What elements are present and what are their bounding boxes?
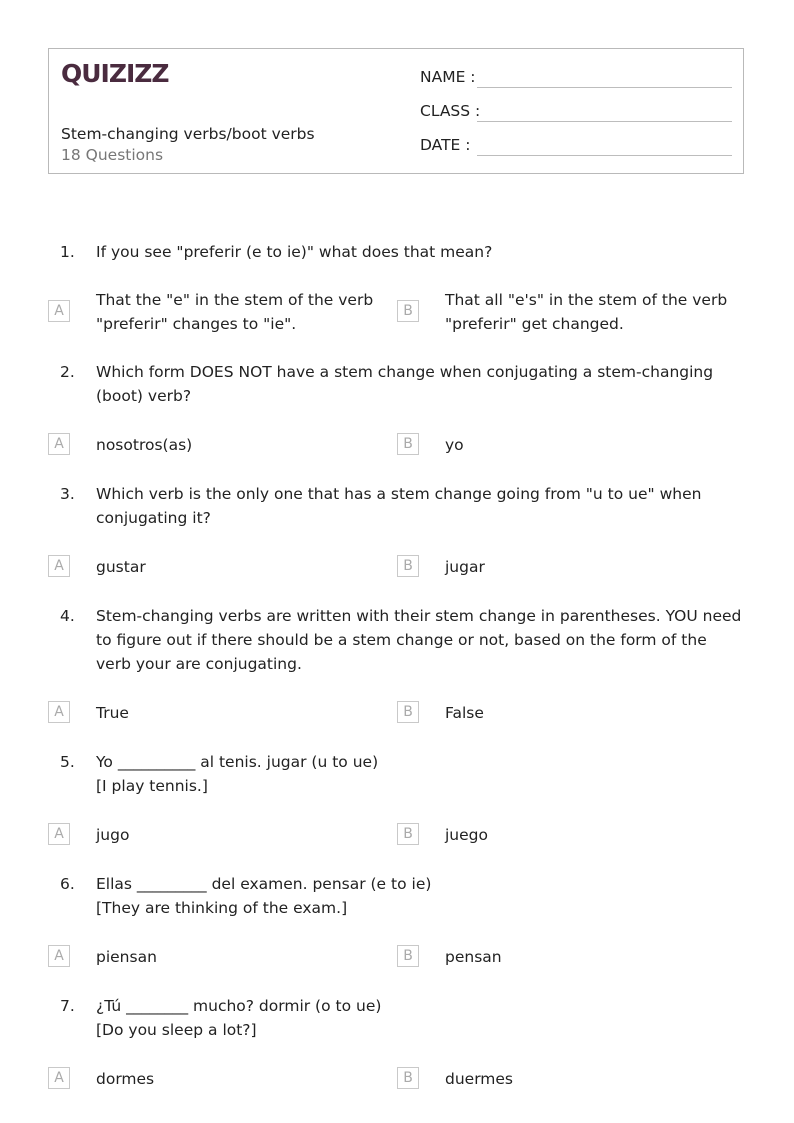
class-field [420,102,480,120]
option-a-text: True [96,704,129,722]
question-text: Which form DOES NOT have a stem change when conjugating a stem-changing (boot) verb? [96,363,714,405]
option-a-box: A [48,300,70,322]
date-line [477,155,732,156]
class-label: CLASS : [420,102,481,120]
option-b-text: duermes [445,1070,514,1088]
question-text: Stem-changing verbs are written with their stem change in parentheses. YOU need to figure out if there should be a stem change or not, based on the form of the verb your are conjugating. [96,607,742,673]
option-b-box: B [397,701,419,723]
option-b-text: yo [445,436,464,454]
question-text: Ellas _________ del examen. pensar (e to ie) [They are thinking of the exam.] [96,875,432,917]
option-b-box: B [397,555,419,577]
class-line [477,121,732,122]
option-b-box: B [397,300,419,322]
option-b-text: That all "e's" in the stem of the verb "preferir" get changed. [445,291,728,333]
option-b-box: B [397,1067,419,1089]
question-text: ¿Tú ________ mucho? dormir (o to ue) [Do you sleep a lot?] [96,997,382,1039]
question-count: 18 Questions [61,146,164,164]
question-number: 5. [60,753,75,771]
option-a-text: piensan [96,948,157,966]
question-number: 2. [60,363,75,381]
question-number: 6. [60,875,75,893]
question-number: 1. [60,243,75,261]
option-a-text: nosotros(as) [96,436,193,454]
worksheet-title: Stem-changing verbs/boot verbs [61,125,315,143]
date-field [420,136,470,154]
option-a-box: A [48,701,70,723]
quizizz-logo: QUIZIZZ [61,59,169,88]
date-label: DATE : [420,136,471,154]
question-number: 3. [60,485,75,503]
option-b-text: pensan [445,948,502,966]
question-number: 4. [60,607,75,625]
worksheet-header [48,48,744,174]
option-a-box: A [48,823,70,845]
option-b-text: juego [445,826,488,844]
option-b-box: B [397,945,419,967]
option-a-text: dormes [96,1070,155,1088]
question-text: Yo __________ al tenis. jugar (u to ue) [I play tennis.] [96,753,379,795]
option-a-box: A [48,1067,70,1089]
option-b-box: B [397,433,419,455]
option-b-text: jugar [445,558,485,576]
name-label: NAME : [420,68,476,86]
question-text: Which verb is the only one that has a stem change going from "u to ue" when conjugating it? [96,485,702,527]
option-a-box: A [48,555,70,577]
option-a-box: A [48,433,70,455]
name-line [477,87,732,88]
option-a-text: jugo [96,826,130,844]
question-number: 7. [60,997,75,1015]
option-b-text: False [445,704,484,722]
option-a-box: A [48,945,70,967]
name-field [420,68,476,86]
option-a-text: gustar [96,558,146,576]
option-b-box: B [397,823,419,845]
option-a-text: That the "e" in the stem of the verb "preferir" changes to "ie". [96,291,374,333]
question-text: If you see "preferir (e to ie)" what does that mean? [96,243,493,261]
